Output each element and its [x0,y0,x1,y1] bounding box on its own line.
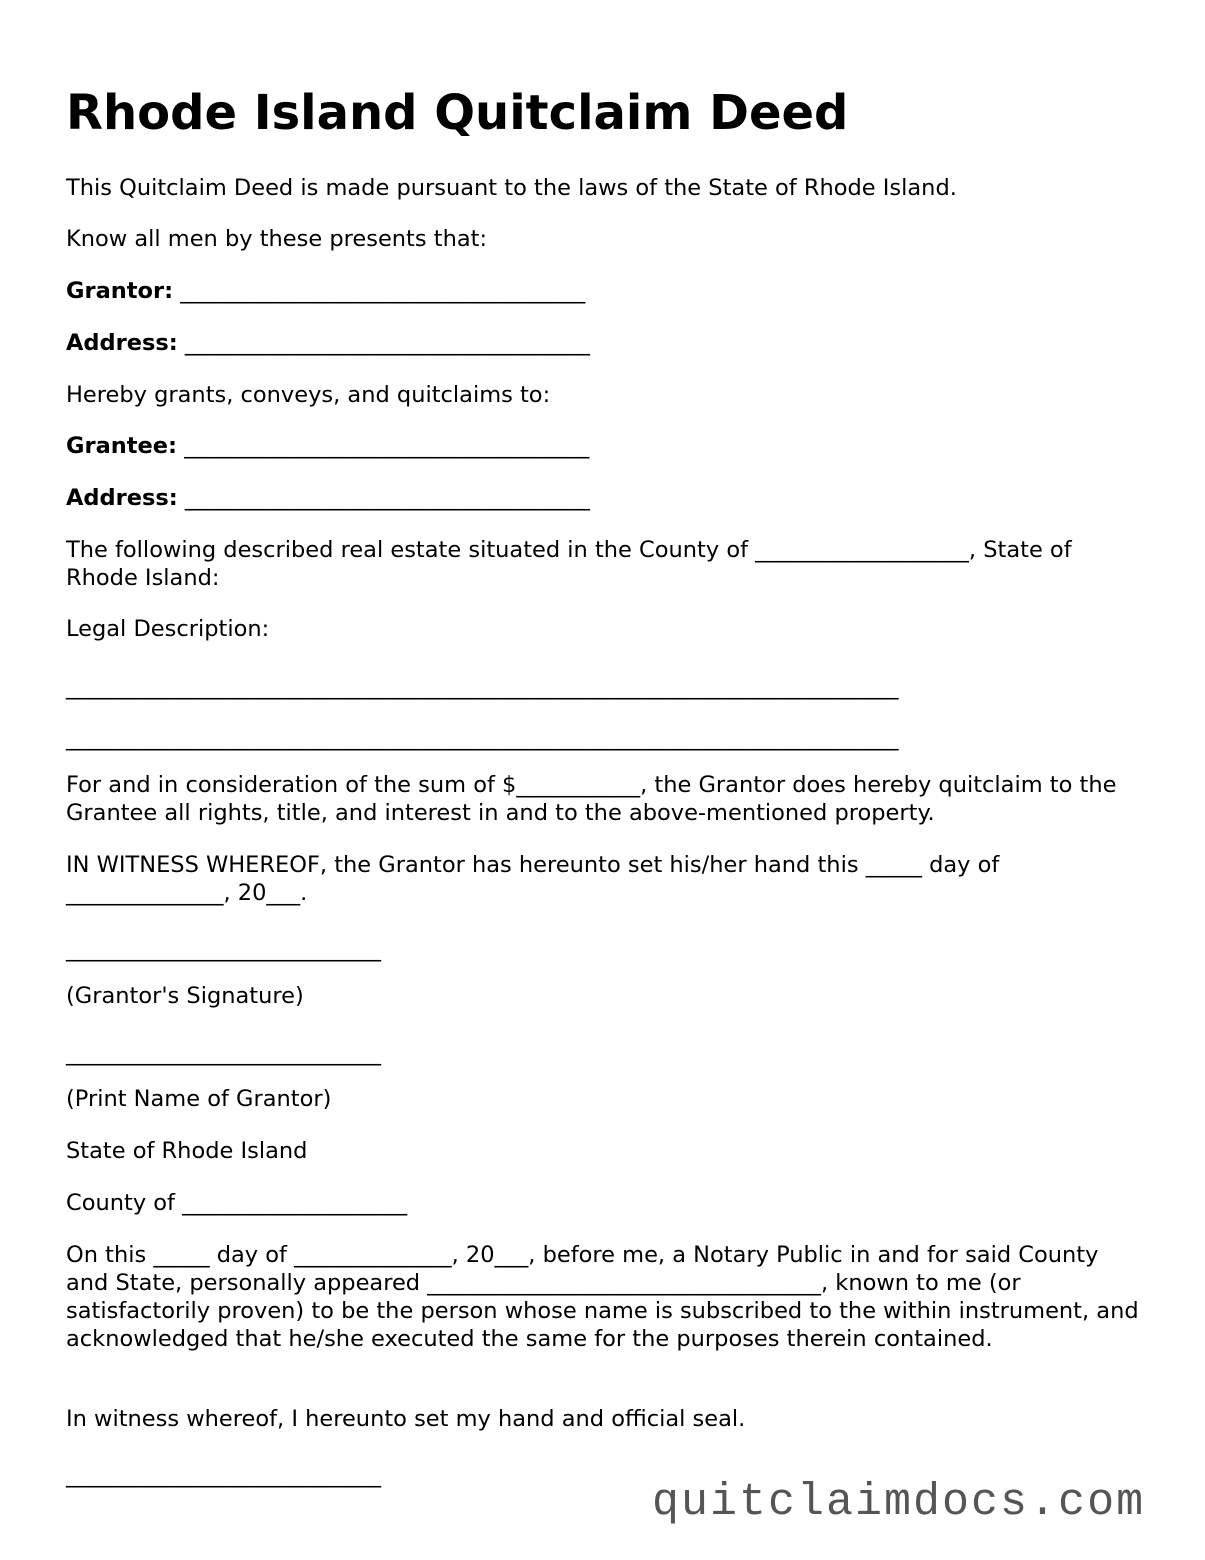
grants-text: Hereby grants, conveys, and quitclaims to: [66,382,551,408]
grantor-row [66,277,585,305]
grantor-label: Grantor: [66,278,174,304]
grantee-address-row [66,484,590,512]
notary-signature-line[interactable]: ____________________________ [66,1462,381,1488]
legal-description-line-1[interactable]: __________________________________________________________________________ [66,674,899,700]
grantor-signature-caption: (Grantor's Signature) [66,983,304,1009]
county-paragraph: The following described real estate situated in the County of ___________________, State of Rhode Island: [66,537,1072,591]
page-title: Rhode Island Quitclaim Deed [66,85,849,141]
legal-description-line-2[interactable]: __________________________________________________________________________ [66,725,899,751]
print-name-line[interactable]: ____________________________ [66,1040,381,1066]
grantor-address-label: Address: [66,330,178,356]
print-name-caption: (Print Name of Grantor) [66,1086,332,1112]
intro-text: This Quitclaim Deed is made pursuant to the laws of the State of Rhode Island. [66,175,957,201]
grantor-address-field[interactable]: ____________________________________ [184,330,590,356]
grantee-label: Grantee: [66,433,178,459]
consideration-paragraph: For and in consideration of the sum of $___________, the Grantor does hereby quitclaim to the Grantee all rights, title, and interest in and to the above-mentioned property. [66,772,1117,826]
grantor-address-row [66,329,590,357]
state-text: State of Rhode Island [66,1138,308,1164]
grantor-signature-line[interactable]: ____________________________ [66,936,381,962]
grantee-row [66,432,589,460]
grantee-address-field[interactable]: ____________________________________ [184,485,590,511]
grantee-field[interactable]: ____________________________________ [184,433,590,459]
grantor-field[interactable]: ____________________________________ [180,278,586,304]
grantee-address-label: Address: [66,485,178,511]
know-all-text: Know all men by these presents that: [66,226,488,252]
legal-description-label: Legal Description: [66,616,270,642]
witness-paragraph: IN WITNESS WHEREOF, the Grantor has hereunto set his/her hand this _____ day of ______________, 20___. [66,852,1000,906]
notary-paragraph: On this _____ day of ______________, 20___, before me, a Notary Public in and for said County and State, personally appeared ___________________________________, known to me (or satisfactorily proven) to be the person whose name is subscribed to the within instrument, and acknowledged that he/she executed the same for the purposes therein contained. [66,1242,1139,1352]
seal-text: In witness whereof, I hereunto set my hand and official seal. [66,1406,746,1432]
watermark-text: quitclaimdocs.com [652,1477,1146,1528]
county-line: County of ____________________ [66,1190,408,1216]
